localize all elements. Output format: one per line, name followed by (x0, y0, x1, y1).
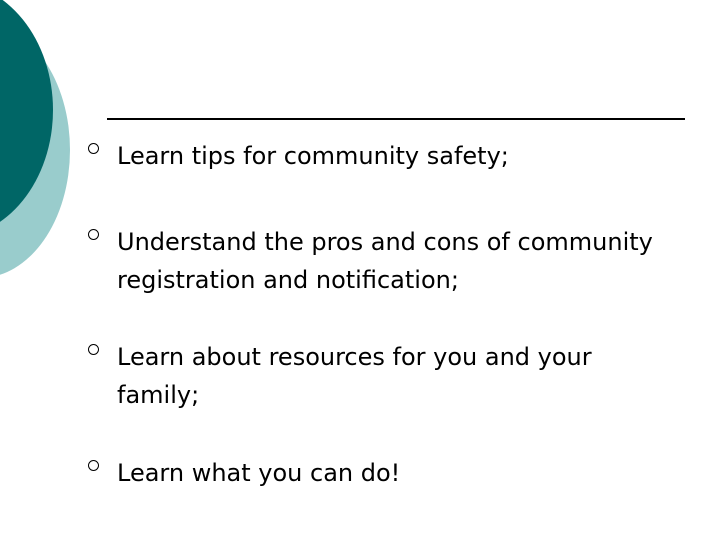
bullet-line: Understand the pros and cons of community (117, 228, 653, 256)
bullet-text (117, 137, 707, 175)
light-teal-circle (0, 22, 70, 278)
hollow-circle-bullet-icon (88, 344, 99, 355)
bullet-text (117, 338, 707, 414)
dark-teal-circle (0, 0, 53, 238)
bullet-line: Learn about resources for you and your (117, 343, 592, 371)
title-divider-line (107, 118, 685, 120)
decorative-teal-circles (0, 0, 90, 300)
hollow-circle-bullet-icon (88, 229, 99, 240)
bullet-line: family; (117, 381, 200, 409)
hollow-circle-bullet-icon (88, 460, 99, 471)
bullet-line: registration and notification; (117, 266, 459, 294)
bullet-text (117, 454, 707, 492)
bullet-line: Learn what you can do! (117, 459, 401, 487)
hollow-circle-bullet-icon (88, 143, 99, 154)
bullet-text (117, 223, 707, 299)
bullet-line: Learn tips for community safety; (117, 142, 509, 170)
